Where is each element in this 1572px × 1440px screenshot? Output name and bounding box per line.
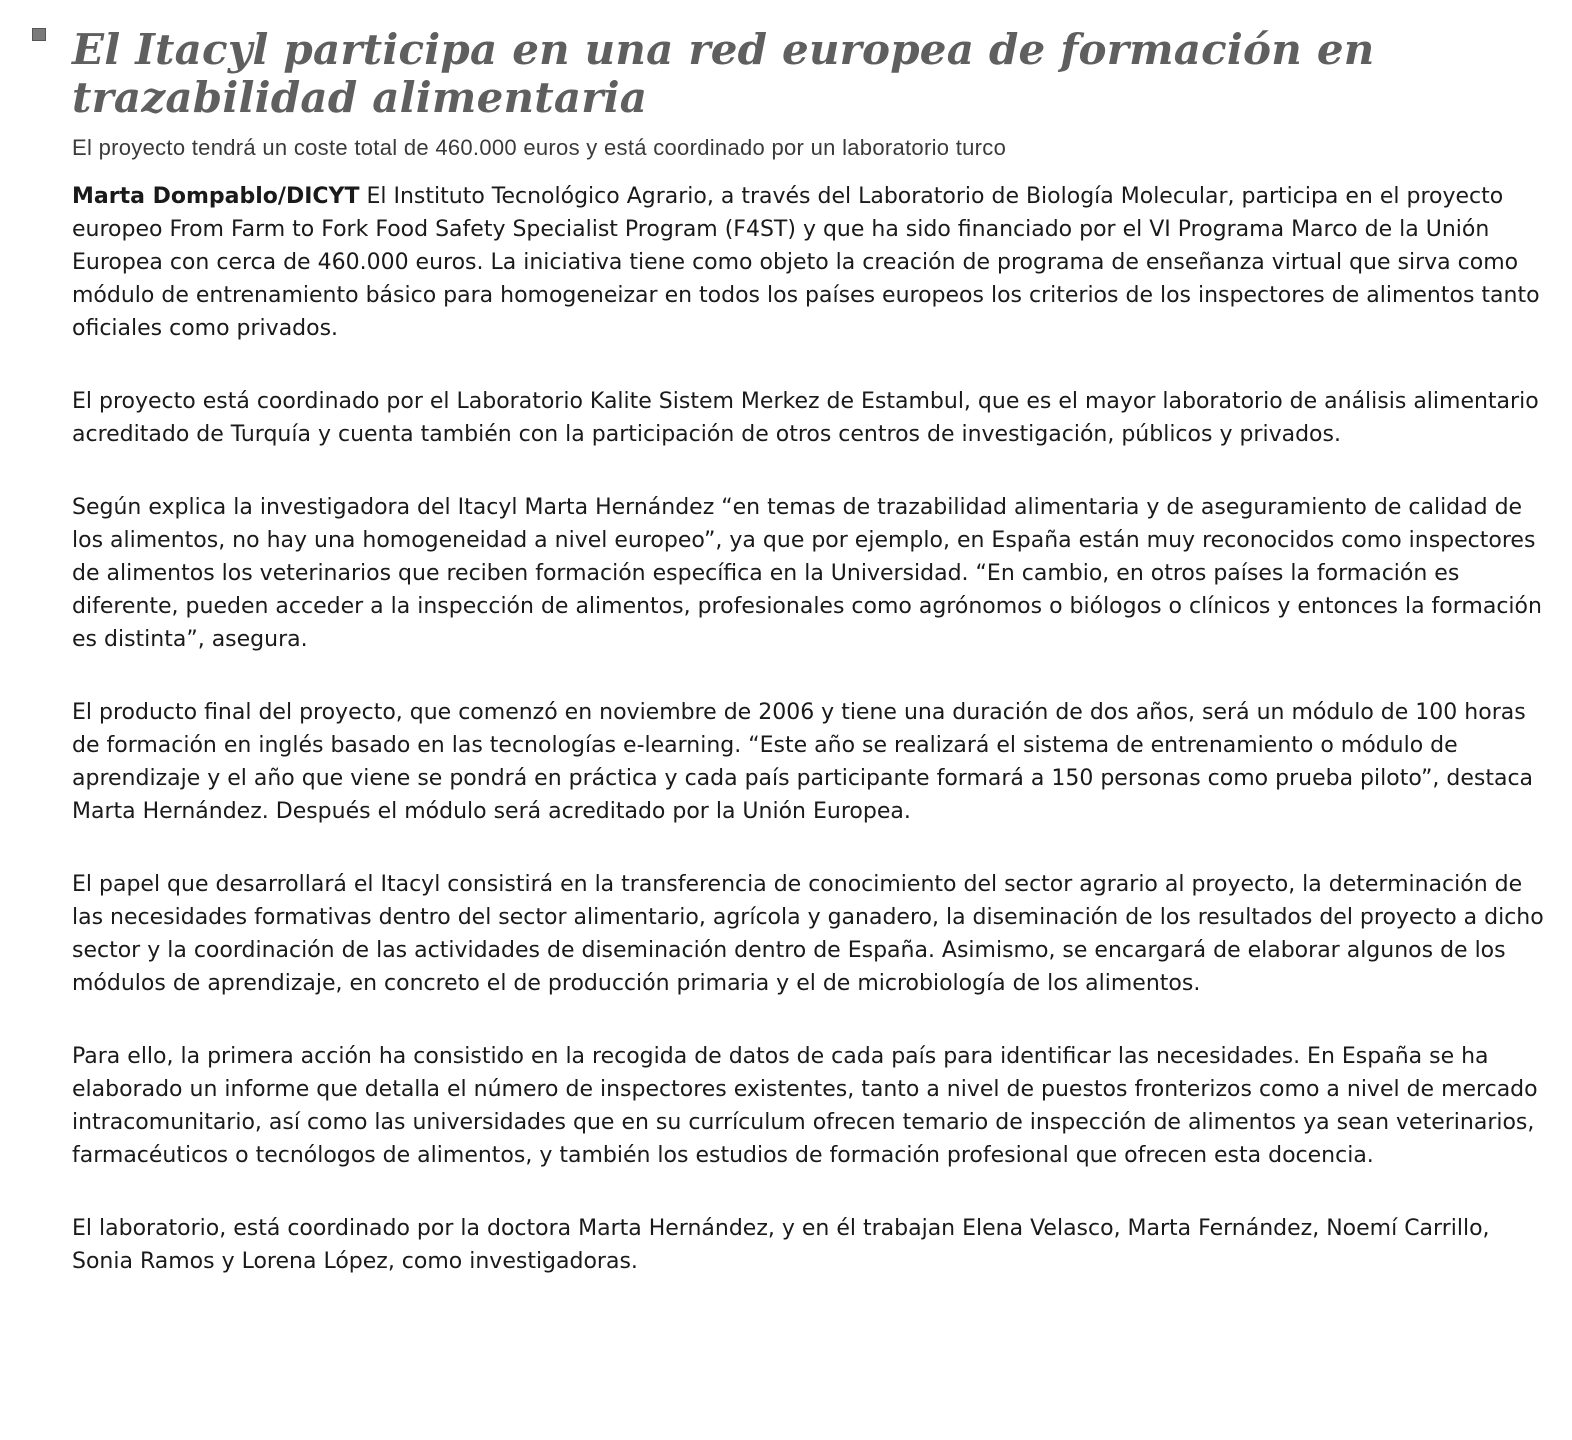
- bullet-square-icon: [32, 28, 46, 41]
- article-byline: Marta Dompablo/DICYT: [72, 184, 360, 209]
- paragraph-3: Según explica la investigadora del Itacyl Marta Hernández “en temas de trazabilidad alimentaria y de aseguramiento de calidad de los alimentos, no hay una homogeneidad a nivel europeo”, ya que por ejemplo, en España están muy reconocidos como inspectores de alimentos los veterinarios que reciben formación específica en la Universidad. “En cambio, en otros países la formación es diferente, pueden acceder a la inspección de alimentos, profesionales como agrónomos o biólogos o clínicos y entonces la formación es distinta”, asegura.: [72, 495, 1542, 652]
- paragraph-6: Para ello, la primera acción ha consistido en la recogida de datos de cada país para identificar las necesidades. En España se ha elaborado un informe que detalla el número de inspectores existentes, tanto a nivel de puestos fronterizos como a nivel de mercado intracomunitario, así como las universidades que en su currículum ofrecen temario de inspección de alimentos ya sean veterinarios, farmacéuticos o tecnólogos de alimentos, y también los estudios de formación profesional que ofrecen esta docencia.: [72, 1044, 1538, 1168]
- paragraph-4: El producto final del proyecto, que comenzó en noviembre de 2006 y tiene una duración de dos años, será un módulo de 100 horas de formación en inglés basado en las tecnologías e-learning. “Este año se realizará el sistema de entrenamiento o módulo de aprendizaje y el año que viene se pondrá en práctica y cada país participante formará a 150 personas como prueba piloto”, destaca Marta Hernández. Después el módulo será acreditado por la Unión Europea.: [72, 700, 1534, 824]
- article-subtitle: El proyecto tendrá un coste total de 460.000 euros y está coordinado por un laboratorio turco: [72, 135, 1007, 160]
- paragraph-1: [72, 180, 1544, 345]
- paragraph-7: El laboratorio, está coordinado por la doctora Marta Hernández, y en él trabajan Elena Velasco, Marta Fernández, Noemí Carrillo, Sonia Ramos y Lorena López, como investigadoras.: [72, 1216, 1490, 1274]
- article-body: [72, 180, 1544, 1318]
- paragraph-5: El papel que desarrollará el Itacyl consistirá en la transferencia de conocimiento del sector agrario al proyecto, la determinación de las necesidades formativas dentro del sector alimentario, agrícola y ganadero, la diseminación de los resultados del proyecto a dicho sector y la coordinación de las actividades de diseminación dentro de España. Asimismo, se encargará de elaborar algunos de los módulos de aprendizaje, en concreto el de producción primaria y el de microbiología de los alimentos.: [72, 872, 1544, 996]
- article-title: El Itacyl participa en una red europea de formación en trazabilidad alimentaria: [72, 25, 1375, 122]
- paragraph-1-text: El Instituto Tecnológico Agrario, a través del Laboratorio de Biología Molecular, participa en el proyecto europeo From Farm to Fork Food Safety Specialist Program (F4ST) y que ha sido financiado por el VI Programa Marco de la Unión Europea con cerca de 460.000 euros. La iniciativa tiene como objeto la creación de programa de enseñanza virtual que sirva como módulo de entrenamiento básico para homogeneizar en todos los países europeos los criterios de los inspectores de alimentos tanto oficiales como privados.: [72, 184, 1540, 341]
- paragraph-2: El proyecto está coordinado por el Laboratorio Kalite Sistem Merkez de Estambul, que es el mayor laboratorio de análisis alimentario acreditado de Turquía y cuenta también con la participación de otros centros de investigación, públicos y privados.: [72, 389, 1539, 447]
